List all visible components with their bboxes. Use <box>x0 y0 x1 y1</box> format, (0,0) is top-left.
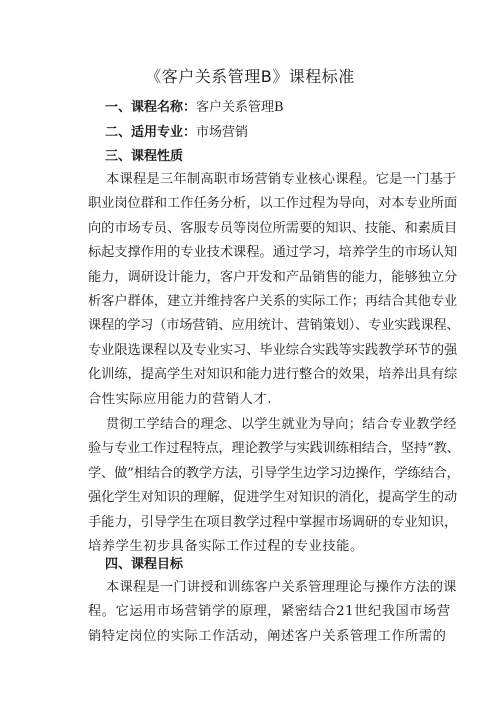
paragraph-line: 本课程是一门讲授和训练客户关系管理理论与操作方法的课 <box>106 580 457 595</box>
paragraph-line: 课程的学习（市场营销、应用统计、营销策划）、专业实践课程、 <box>88 318 460 334</box>
goal-paragraph-1 <box>88 576 460 649</box>
course-name-label: 一、课程名称： <box>105 100 197 115</box>
major-value: 市场营销 <box>196 125 249 140</box>
paragraph-line: 程。它运用市场营销学的原理，紧密结合21世纪我国市场营 <box>88 604 451 620</box>
paragraph-line: 本课程是三年制高职市场营销专业核心课程。它是一门基于 <box>106 172 457 187</box>
section-course-name <box>105 99 284 117</box>
paragraph-line: 合性实际应用能力的营销人才. <box>88 391 273 407</box>
paragraph-line: 销特定岗位的实际工作活动，阐述客户关系管理工作所需的 <box>88 628 447 644</box>
paragraph-line: 培养学生初步具备实际工作过程的专业技能。 <box>88 539 364 555</box>
paragraph-line: 能力，调研设计能力，客户开发和产品销售的能力，能够独立分 <box>88 269 458 285</box>
paragraph-line: 向的市场专员、客服专员等岗位所需要的知识、技能、和素质目 <box>88 220 458 236</box>
paragraph-line: 职业岗位群和工作任务分析，以工作过程为导向，对本专业所面 <box>88 196 458 212</box>
nature-heading: 三、课程性质 <box>105 149 184 164</box>
paragraph-line: 学、做”相结合的教学方法，引导学生边学习边操作，学练结合， <box>88 465 460 481</box>
paragraph-line: 标起支撑作用的专业技术课程。通过学习，培养学生的市场认知 <box>88 245 458 261</box>
paragraph-line: 贯彻工学结合的理念、以学生就业为导向；结合专业教学经 <box>106 417 457 432</box>
nature-paragraph-1 <box>88 168 460 412</box>
paragraph-line: 强化学生对知识的理解，促进学生对知识的消化，提高学生的动 <box>88 490 458 506</box>
section-major <box>105 124 248 142</box>
paragraph-line: 专业限选课程以及专业实习、毕业综合实践等实践教学环节的强 <box>88 342 458 358</box>
paragraph-line: 手能力，引导学生在项目教学过程中掌握市场调研的专业知识， <box>88 514 458 530</box>
paragraph-line: 验与专业工作过程特点，理论教学与实践训练相结合，坚持“教、 <box>88 441 460 457</box>
major-label: 二、适用专业： <box>105 125 197 140</box>
paragraph-line: 化训练，提高学生对知识和能力进行整合的效果，培养出具有综 <box>88 367 458 383</box>
goal-heading: 四、课程目标 <box>105 557 184 572</box>
paragraph-line: 析客户群体，建立并维持客户关系的实际工作；再结合其他专业 <box>88 294 458 310</box>
section-goal <box>105 556 183 574</box>
document-title: 《客户关系管理B》课程标准 <box>145 67 355 86</box>
course-name-value: 客户关系管理B <box>196 100 284 115</box>
section-nature <box>105 148 183 166</box>
nature-paragraph-2 <box>88 413 460 559</box>
